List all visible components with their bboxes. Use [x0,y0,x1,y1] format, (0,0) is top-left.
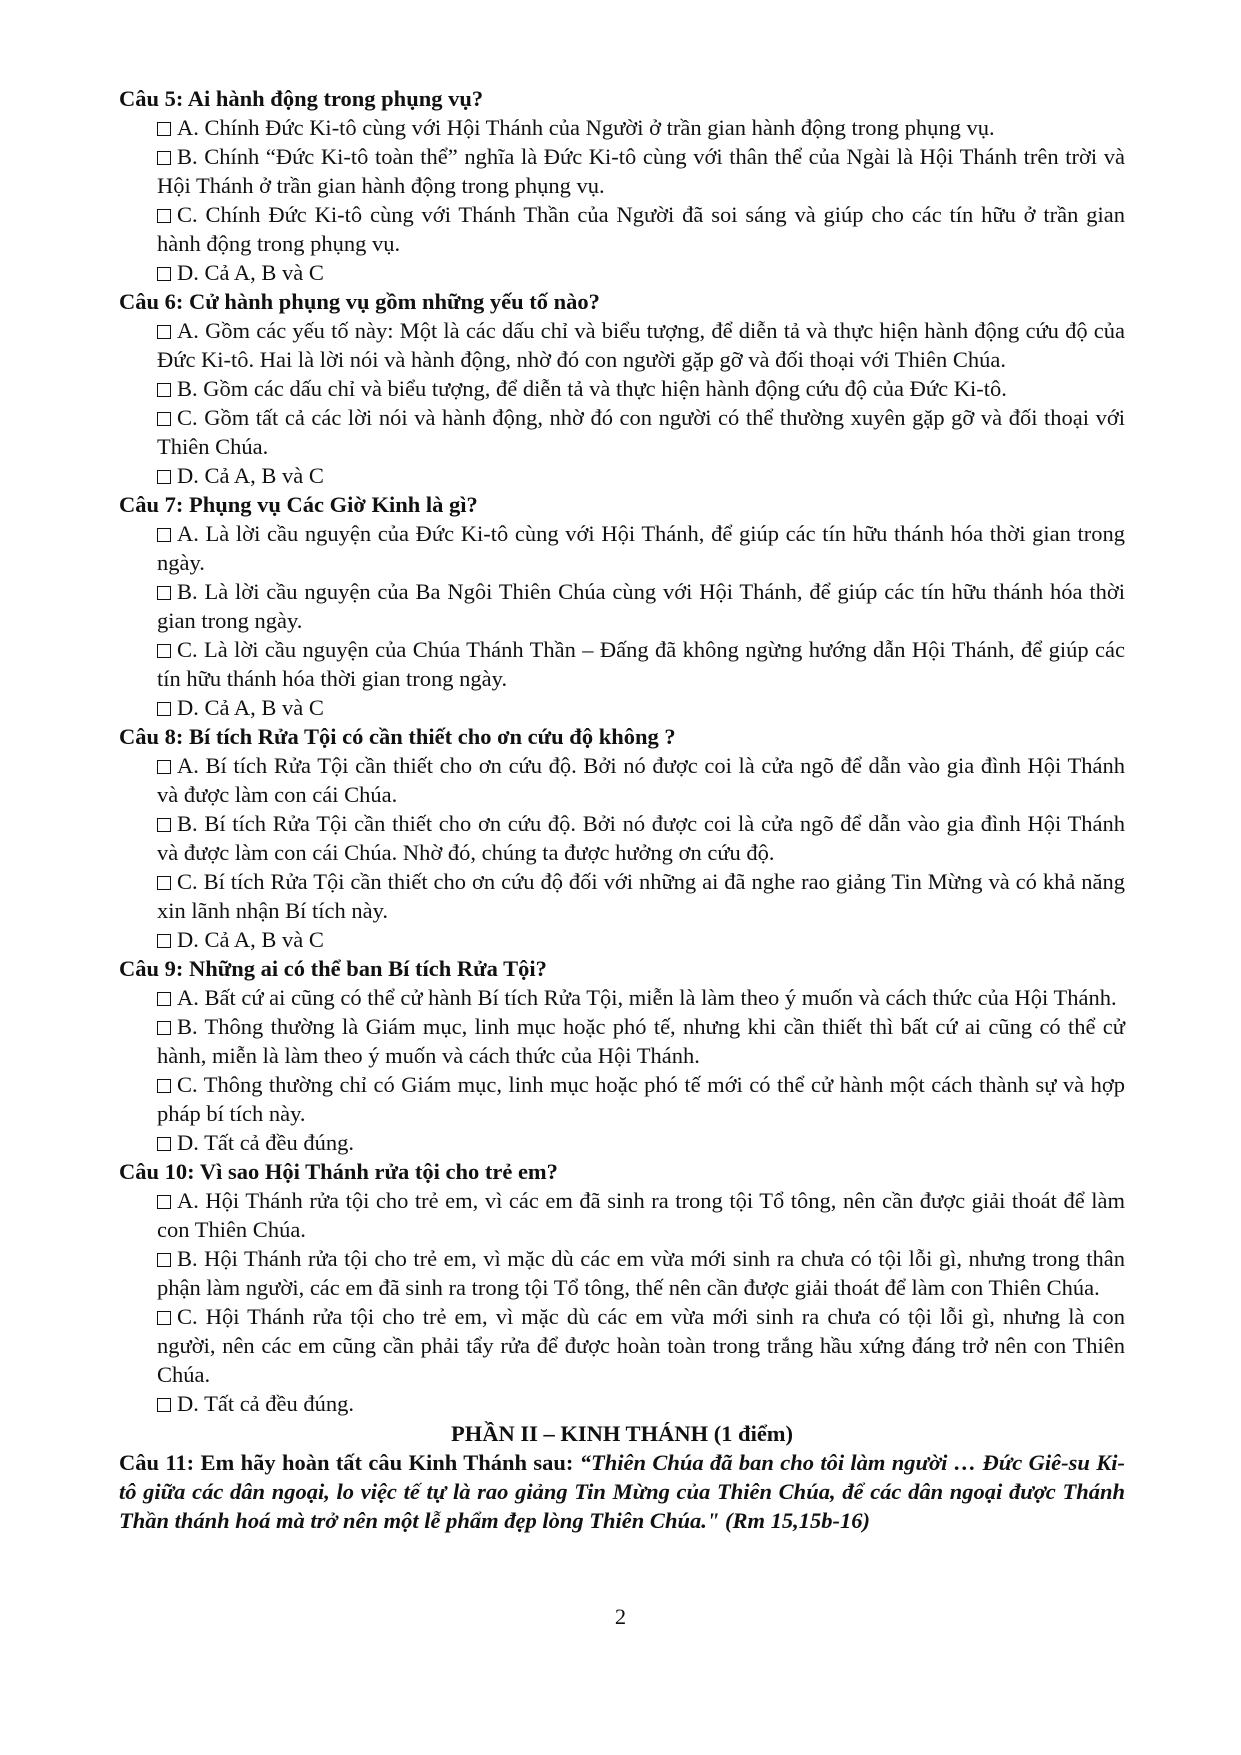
checkbox-icon[interactable] [157,1311,171,1325]
option-d[interactable]: D. Tất cả đều đúng. [119,1389,1125,1418]
option-d[interactable]: D. Cả A, B và C [119,461,1125,490]
checkbox-icon[interactable] [157,1398,171,1412]
question-title: Câu 8: Bí tích Rửa Tội có cần thiết cho ơn cứu độ không ? [119,724,676,749]
question-title: Câu 7: Phụng vụ Các Giờ Kinh là gì? [119,492,478,517]
option-a[interactable]: A. Bí tích Rửa Tội cần thiết cho ơn cứu độ. Bởi nó được coi là cửa ngõ để dẫn vào gia đình Hội Thánh và được làm con cái Chúa. [157,753,1125,807]
checkbox-icon[interactable] [157,586,171,600]
option-c[interactable]: C. Là lời cầu nguyện của Chúa Thánh Thần – Đấng đã không ngừng hướng dẫn Hội Thánh, để giúp các tín hữu thánh hóa thời gian trong ngày. [157,637,1125,691]
section-title: PHẦN II – KINH THÁNH (1 điểm) [450,1421,794,1446]
option-d[interactable]: D. Tất cả đều đúng. [119,1128,1125,1157]
option-c[interactable]: C. Gồm tất cả các lời nói và hành động, nhờ đó con người có thể thường xuyên gặp gỡ và đối thoại với Thiên Chúa. [157,405,1125,459]
question-title: Câu 9: Những ai có thể ban Bí tích Rửa Tội? [119,956,547,981]
checkbox-icon[interactable] [157,1021,171,1035]
option-d[interactable]: D. Cả A, B và C [119,693,1125,722]
checkbox-icon[interactable] [157,644,171,658]
checkbox-icon[interactable] [157,992,171,1006]
option-b[interactable]: B. Chính “Đức Ki-tô toàn thể” nghĩa là Đức Ki-tô cùng với thân thể của Ngài là Hội Thánh trên trời và Hội Thánh ở trần gian hành động trong phụng vụ. [157,144,1125,198]
option-a[interactable]: A. Là lời cầu nguyện của Đức Ki-tô cùng với Hội Thánh, để giúp các tín hữu thánh hóa thời gian trong ngày. [157,521,1125,575]
question-title: Câu 6: Cử hành phụng vụ gồm những yếu tố nào? [119,289,600,314]
option-a[interactable]: A. Chính Đức Ki-tô cùng với Hội Thánh của Người ở trần gian hành động trong phụng vụ. [119,113,1125,142]
checkbox-icon[interactable] [157,760,171,774]
checkbox-icon[interactable] [157,267,171,281]
option-c[interactable]: C. Bí tích Rửa Tội cần thiết cho ơn cứu độ đối với những ai đã nghe rao giảng Tin Mừng và có khả năng xin lãnh nhận Bí tích này. [157,869,1125,923]
checkbox-icon[interactable] [157,702,171,716]
question-6 [119,287,1125,490]
question-11-prefix: Câu 11: Em hãy hoàn tất câu Kinh Thánh sau: [119,1450,580,1475]
option-a[interactable]: A. Hội Thánh rửa tội cho trẻ em, vì các em đã sinh ra trong tội Tổ tông, nên cần được giải thoát để làm con Thiên Chúa. [157,1188,1125,1242]
option-c[interactable]: C. Chính Đức Ki-tô cùng với Thánh Thần của Người đã soi sáng và giúp cho các tín hữu ở trần gian hành động trong phụng vụ. [157,202,1125,256]
page-number: 2 [614,1604,627,1629]
option-b[interactable]: B. Thông thường là Giám mục, linh mục hoặc phó tế, nhưng khi cần thiết thì bất cứ ai cũng có thể cử hành, miễn là làm theo ý muốn và cách thức của Hội Thánh. [157,1014,1125,1068]
checkbox-icon[interactable] [157,122,171,136]
checkbox-icon[interactable] [157,1195,171,1209]
checkbox-icon[interactable] [157,151,171,165]
question-7 [119,490,1125,722]
option-a[interactable]: A. Bất cứ ai cũng có thể cử hành Bí tích Rửa Tội, miễn là làm theo ý muốn và cách thức của Hội Thánh. [119,983,1125,1012]
checkbox-icon[interactable] [157,1079,171,1093]
checkbox-icon[interactable] [157,934,171,948]
question-title: Câu 5: Ai hành động trong phụng vụ? [119,86,484,111]
option-b[interactable]: B. Là lời cầu nguyện của Ba Ngôi Thiên Chúa cùng với Hội Thánh, để giúp các tín hữu thánh hóa thời gian trong ngày. [157,579,1125,633]
document-page [119,84,1125,1535]
option-b[interactable]: B. Gồm các dấu chỉ và biểu tượng, để diễn tả và thực hiện hành động cứu độ của Đức Ki-tô. [119,374,1125,403]
option-b[interactable]: B. Bí tích Rửa Tội cần thiết cho ơn cứu độ. Bởi nó được coi là cửa ngõ để dẫn vào gia đình Hội Thánh và được làm con cái Chúa. Nhờ đó, chúng ta được hưởng ơn cứu độ. [157,811,1125,865]
bible-quote: “Thiên Chúa đã ban cho tôi làm người … Đức Giê-su Ki-tô giữa các dân ngoại, lo việc tế tự là rao giảng Tin Mừng của Thiên Chúa, để các dân ngoại được Thánh Thần thánh hoá mà trở nên một lễ phẩm đẹp lòng Thiên Chúa." (Rm 15,15b-16) [119,1450,1125,1533]
question-11 [119,1448,1125,1535]
checkbox-icon[interactable] [157,1137,171,1151]
checkbox-icon[interactable] [157,325,171,339]
question-title: Câu 10: Vì sao Hội Thánh rửa tội cho trẻ em? [119,1159,558,1184]
option-b[interactable]: B. Hội Thánh rửa tội cho trẻ em, vì mặc dù các em vừa mới sinh ra chưa có tội lỗi gì, nhưng trong thân phận làm người, các em đã sinh ra trong tội Tổ tông, thế nên cần được giải thoát để làm con Thiên Chúa. [157,1246,1125,1300]
checkbox-icon[interactable] [157,876,171,890]
question-5 [119,84,1125,287]
checkbox-icon[interactable] [157,470,171,484]
option-a[interactable]: A. Gồm các yếu tố này: Một là các dấu chỉ và biểu tượng, để diễn tả và thực hiện hành động cứu độ của Đức Ki-tô. Hai là lời nói và hành động, nhờ đó con người gặp gỡ và đối thoại với Thiên Chúa. [157,318,1125,372]
checkbox-icon[interactable] [157,1253,171,1267]
checkbox-icon[interactable] [157,528,171,542]
question-10 [119,1157,1125,1418]
question-8 [119,722,1125,954]
checkbox-icon[interactable] [157,818,171,832]
question-9 [119,954,1125,1157]
option-c[interactable]: C. Hội Thánh rửa tội cho trẻ em, vì mặc dù các em vừa mới sinh ra chưa có tội lỗi gì, nhưng là con người, nên các em cũng cần phải tẩy rửa để được hoàn toàn trong trắng hầu xứng đáng trở nên con Thiên Chúa. [157,1304,1125,1387]
checkbox-icon[interactable] [157,383,171,397]
option-d[interactable]: D. Cả A, B và C [119,258,1125,287]
checkbox-icon[interactable] [157,209,171,223]
option-c[interactable]: C. Thông thường chỉ có Giám mục, linh mục hoặc phó tế mới có thể cử hành một cách thành sự và hợp pháp bí tích này. [157,1072,1125,1126]
checkbox-icon[interactable] [157,412,171,426]
option-d[interactable]: D. Cả A, B và C [119,925,1125,954]
